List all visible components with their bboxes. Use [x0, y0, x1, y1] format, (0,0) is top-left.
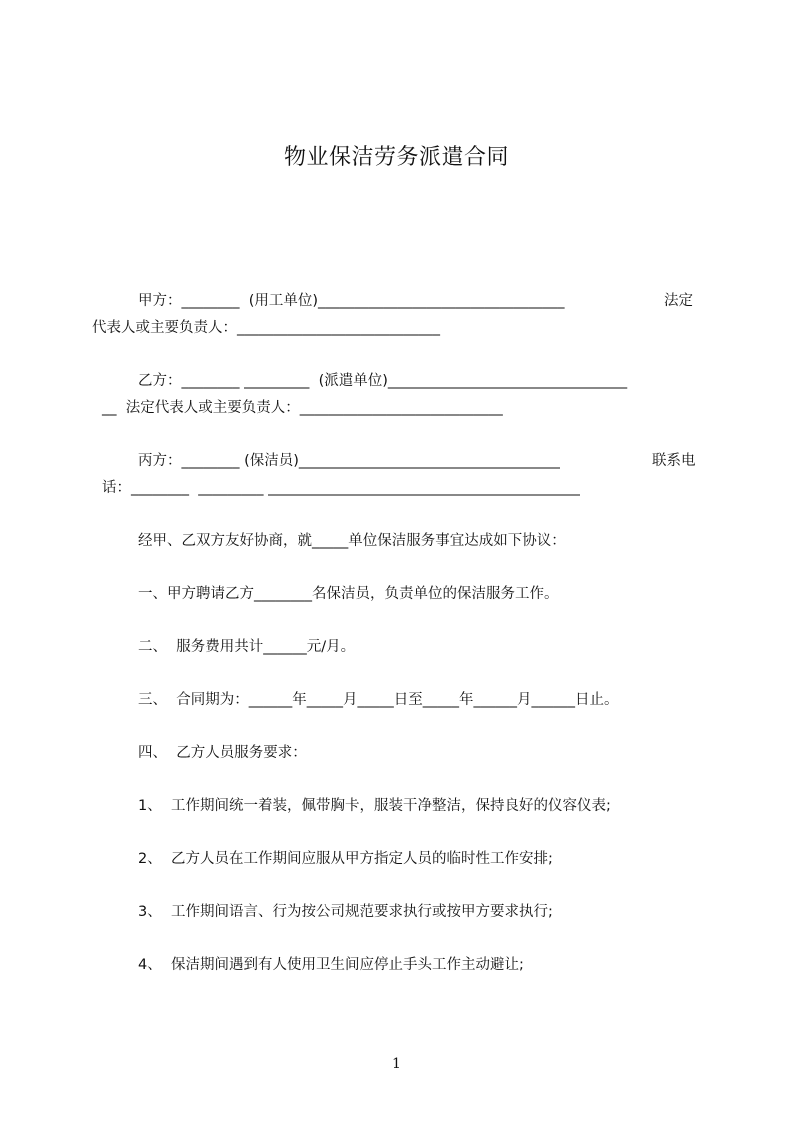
clause-2: 二、 服务费用共计______元/月。 [138, 639, 356, 655]
party-c-line-1: 丙方：________ (保洁员)____________________________________ [138, 453, 560, 469]
party-a-line-1: 甲方：________ (用工单位)__________________________________ [138, 293, 565, 309]
requirement-1: 1、 工作期间统一着装，佩带胸卡，服装干净整洁，保持良好的仪容仪表; [138, 798, 611, 814]
document-title: 物业保洁劳务派遣合同 [283, 145, 509, 170]
party-b-line-1: 乙方：________ _________ (派遣单位)_________________________________ [138, 373, 628, 389]
party-b-line-2: __ 法定代表人或主要负责人：____________________________ [102, 400, 503, 416]
party-c-line-1-right: 联系电 [652, 453, 696, 469]
requirement-2: 2、 乙方人员在工作期间应服从甲方指定人员的临时性工作安排; [138, 851, 553, 867]
clause-1: 一、甲方聘请乙方________名保洁员，负责单位的保洁服务工作。 [138, 586, 559, 602]
clause-3: 三、 合同期为：______年_____月_____日至_____年______月______日止。 [138, 692, 619, 708]
requirement-4: 4、 保洁期间遇到有人使用卫生间应停止手头工作主动避让; [138, 957, 524, 973]
party-a-line-2: 代表人或主要负责人：____________________________ [92, 320, 440, 336]
clause-4: 四、 乙方人员服务要求： [138, 745, 307, 761]
intro-paragraph: 经甲、乙双方友好协商，就_____单位保洁服务事宜达成如下协议： [138, 533, 566, 549]
requirement-3: 3、 工作期间语言、行为按公司规范要求执行或按甲方要求执行; [138, 904, 553, 920]
party-a-line-1-right: 法定 [664, 293, 693, 309]
party-c-line-2: 话：________ _________ ___________________________________________ [102, 480, 580, 496]
page-number: 1 [392, 1056, 401, 1072]
